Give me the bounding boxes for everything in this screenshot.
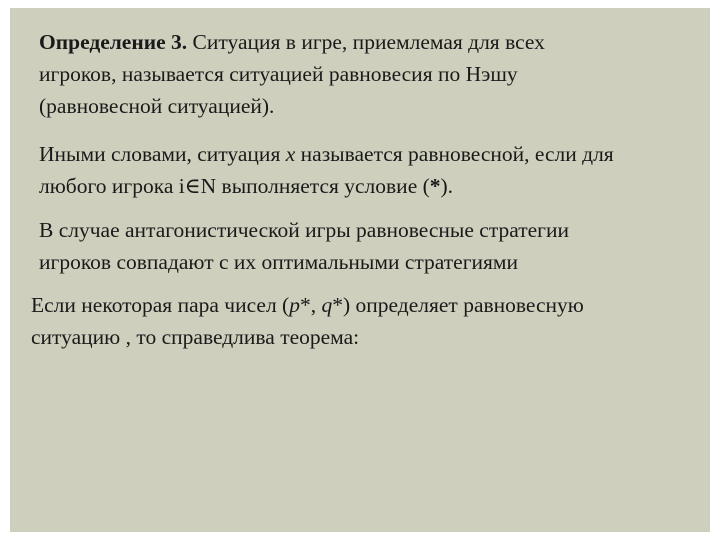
definition-term: Определение 3. [39, 30, 188, 54]
variable-x: x [285, 142, 296, 166]
definition-text: Ситуация в игре, приемлемая для всех игроков, называется ситуацией равновесия по Нэшу (равновесной ситуацией). [39, 30, 545, 118]
variable-q: q [321, 293, 333, 317]
restatement-part-3: N выполняется условие ( [200, 174, 430, 198]
q-star: * [332, 293, 343, 317]
theorem-intro-part-1: Если некоторая пара чисел ( [31, 293, 290, 317]
pair-comma: , [310, 293, 322, 317]
definition-paragraph [39, 26, 679, 122]
p-star: * [299, 293, 311, 317]
condition-star: * [429, 174, 441, 198]
restatement-end: ). [440, 174, 454, 198]
restatement-part-2: называется равновесной, если для любого игрока i [39, 142, 614, 198]
variable-p: p [289, 293, 300, 317]
restatement-part-1: Иными словами, ситуация [39, 142, 286, 166]
antagonistic-paragraph: В случае антагонистической игры равновесные стратегии игроков совпадают с их оптимальными стратегиями [39, 218, 569, 274]
element-of-symbol: ∈ [184, 174, 201, 198]
theorem-intro-paragraph [31, 289, 696, 353]
theorem-intro-part-2: ) определяет равновесную ситуацию , то справедлива теорема: [31, 293, 584, 349]
slide [10, 8, 710, 532]
restatement-paragraph [39, 138, 694, 202]
